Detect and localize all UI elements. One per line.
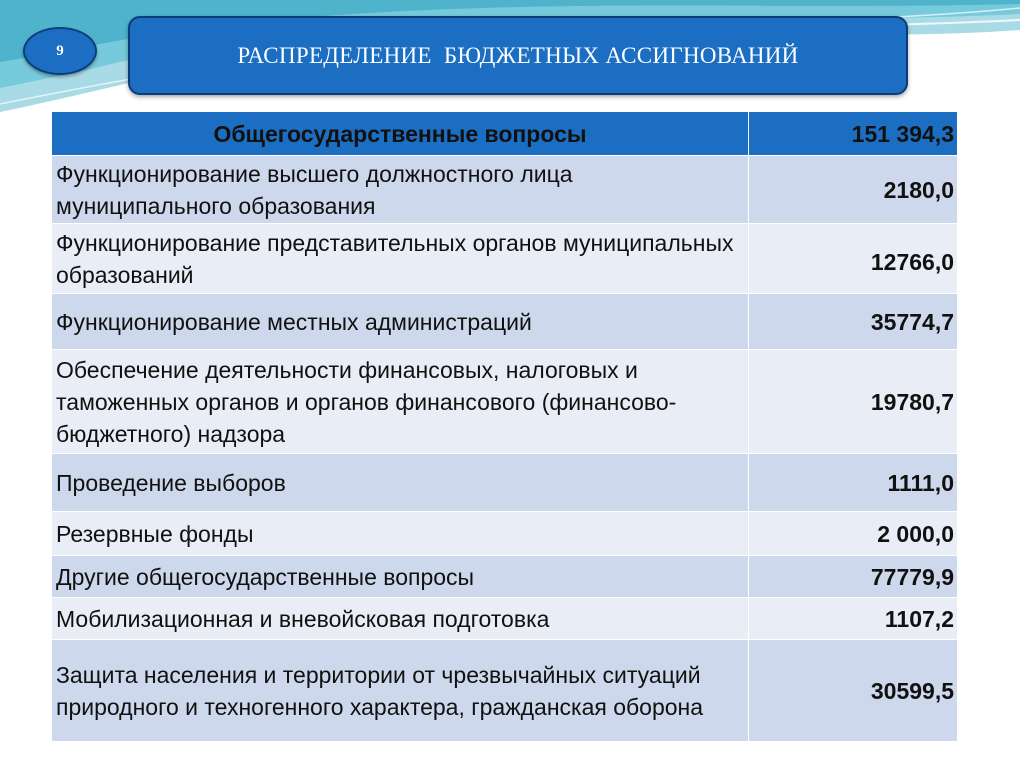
row-value: 77779,9 [749, 556, 958, 598]
row-label: Защита населения и территории от чрезвычайных ситуаций природного и техногенного характера, гражданская оборона [52, 640, 749, 742]
slide-title: РАСПРЕДЕЛЕНИЕ БЮДЖЕТНЫХ АССИГНОВАНИЙ [237, 42, 799, 68]
table-header-row [52, 112, 958, 156]
header-value: 151 394,3 [749, 112, 958, 156]
row-label: Обеспечение деятельности финансовых, налоговых и таможенных органов и органов финансового (финансово-бюджетного) надзора [52, 350, 749, 454]
table-row [52, 640, 958, 742]
row-label: Функционирование местных администраций [52, 294, 749, 350]
row-value: 1111,0 [749, 454, 958, 512]
slide-number-badge [23, 27, 97, 75]
table-row [52, 156, 958, 224]
row-label: Функционирование высшего должностного лица муниципального образования [52, 156, 749, 224]
table-row [52, 224, 958, 294]
row-value: 12766,0 [749, 224, 958, 294]
slide-number: 9 [56, 42, 64, 59]
row-value: 2180,0 [749, 156, 958, 224]
table-row [52, 598, 958, 640]
budget-table [51, 111, 958, 742]
row-value: 30599,5 [749, 640, 958, 742]
table-row [52, 294, 958, 350]
row-label: Другие общегосударственные вопросы [52, 556, 749, 598]
table-row [52, 454, 958, 512]
table-row [52, 512, 958, 556]
row-value: 2 000,0 [749, 512, 958, 556]
row-label: Проведение выборов [52, 454, 749, 512]
row-value: 35774,7 [749, 294, 958, 350]
row-label: Мобилизационная и вневойсковая подготовка [52, 598, 749, 640]
header-label: Общегосударственные вопросы [52, 112, 749, 156]
row-label: Функционирование представительных органов муниципальных образований [52, 224, 749, 294]
title-banner [128, 16, 908, 95]
row-label: Резервные фонды [52, 512, 749, 556]
table-row [52, 350, 958, 454]
row-value: 1107,2 [749, 598, 958, 640]
table-row [52, 556, 958, 598]
row-value: 19780,7 [749, 350, 958, 454]
